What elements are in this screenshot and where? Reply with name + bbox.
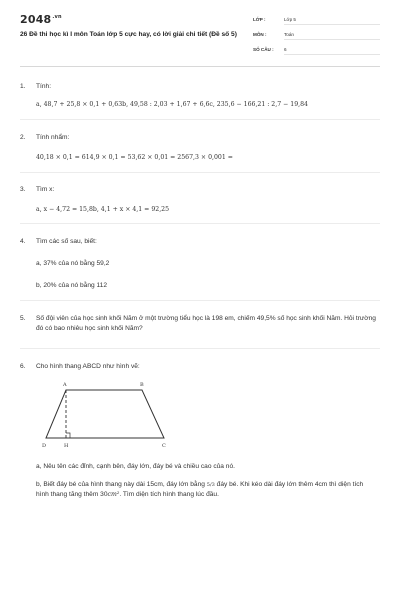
question-separator [20,300,380,301]
part-b-text-3: . Tìm diện tích hình thang lúc đầu. [119,491,219,498]
question-heading: Số đội viên của học sinh khối Năm ở một trường tiểu học là 198 em, chiếm 49,5% số học sinh khối Năm. Hỏi trường đó có bao nhiêu học sinh khối Năm? [36,315,376,332]
question-number: 5. [20,315,26,322]
question-part-a: a, 37% của nó bằng 59,2 [36,260,110,267]
vertex-label-b: B [140,382,144,388]
meta-count-value: 6 [284,47,380,55]
question-number: 3. [20,186,26,193]
meta-subject-value: Toán [284,32,380,40]
question-expression: a, 48,7 + 25,8 × 0,1 + 0,63b, 49,58 : 2,03 + 1,67 + 6,6c, 235,6 − 166,21 : 2,7 − 19,84 [36,101,308,108]
question-expression: a, x − 4,72 = 15,8b, 4,1 + x × 4,1 = 92,25 [36,206,170,213]
part-b-text-2: đáy bé. Khi kéo dài đáy lớn thêm 4cm thì diện tích hình thang tăng thêm 30 [36,481,364,498]
question-heading: Tìm x: [36,186,55,193]
vertex-label-d: D [42,443,47,449]
trapezoid-shape [46,390,164,438]
document-title: 26 Đề thi học kì I môn Toán lớp 5 cực hay, có lời giải chi tiết (Đề số 5) [20,31,237,38]
vertex-label-h: H [64,443,69,449]
question-heading: Tính: [36,83,52,90]
question-separator [20,348,380,349]
question-number: 2. [20,134,26,141]
question-heading: Tìm các số sau, biết: [36,238,97,245]
meta-subject-label: MÔN : [253,32,267,37]
question-part-b [36,480,376,500]
part-b-fraction: 5/3 [206,482,215,488]
vertex-label-a: A [63,382,67,388]
header-divider [20,66,380,67]
question-number: 6. [20,363,26,370]
question-separator [20,223,380,224]
right-angle-mark [66,433,70,438]
question-heading: Tính nhẩm: [36,134,70,141]
question-part-a: a, Nêu tên các đỉnh, cạnh bên, đáy lớn, đáy bé và chiều cao của nó. [36,463,235,470]
site-logo[interactable]: $2048^{.vn}$ [20,13,62,26]
question-number: 4. [20,238,26,245]
part-b-text-1: b, Biết đáy bé của hình thang này dài 15cm, đáy lớn bằng [36,481,205,488]
meta-class-label: LỚP : [253,17,266,22]
meta-count-label: SỐ CÂU : [253,47,274,52]
meta-count [253,47,287,52]
meta-class-value: Lớp 5 [284,17,380,25]
question-part-b: b, 20% của nó bằng 112 [36,282,108,289]
meta-subject [253,32,294,37]
question-number: 1. [20,83,26,90]
trapezoid-figure [34,378,184,453]
part-b-unit: cm² [107,491,120,498]
question-separator [20,172,380,173]
question-expression: 40,18 × 0,1 = 614,9 × 0,1 = 53,62 × 0,01 = 2567,3 × 0,001 = [36,154,233,161]
vertex-label-c: C [162,443,166,449]
meta-class [253,17,296,22]
question-heading: Cho hình thang ABCD như hình vẽ: [36,363,140,370]
question-separator [20,119,380,120]
